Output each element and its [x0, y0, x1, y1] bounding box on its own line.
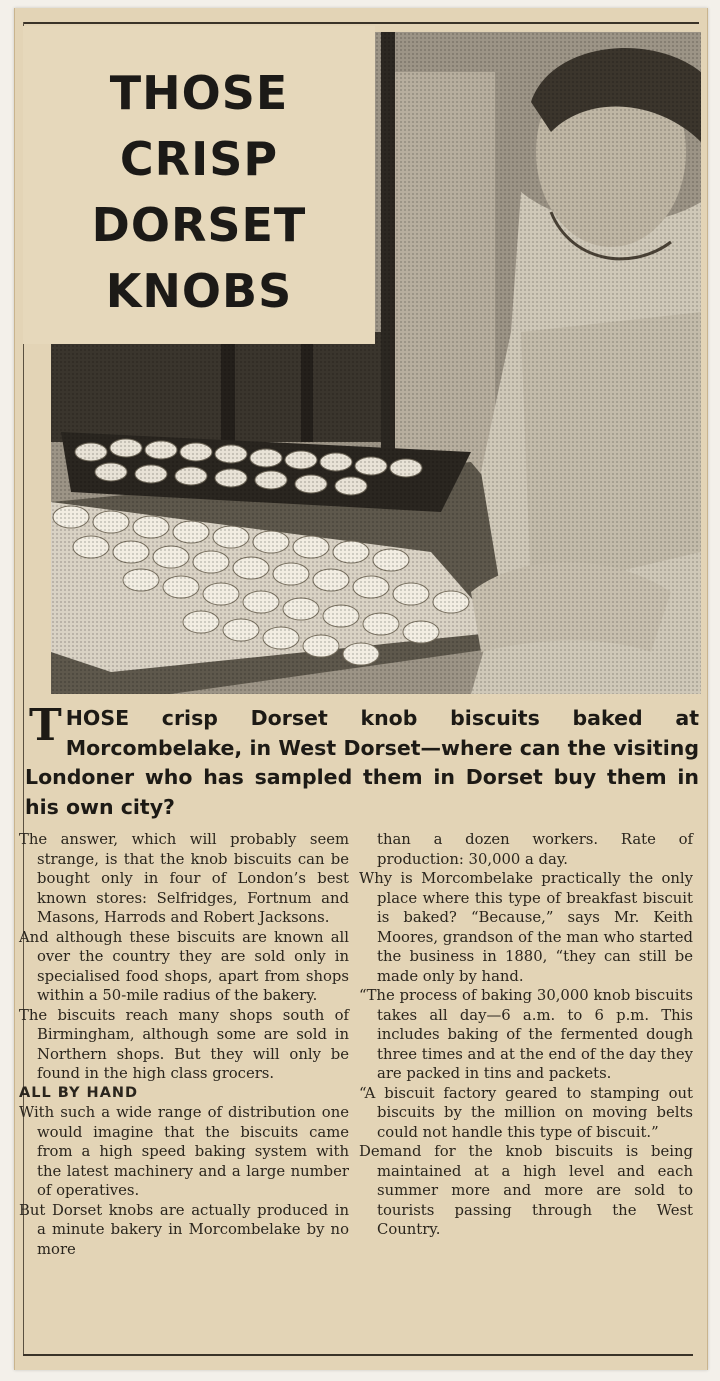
top-rule: [23, 22, 699, 24]
lead-text: HOSE crisp Dorset knob biscuits baked at Morcombelake, in West Dorset—where can the visiting Londoner who has sampled them in Dorset buy them in his own city?: [25, 706, 699, 819]
paragraph: With such a wide range of distribution one would imagine that the biscuits came from a high speed baking system with the latest machinery and a large number of operatives.: [19, 1104, 349, 1199]
paragraph: Demand for the knob biscuits is being maintained at a high level and each summer more and more are sold to tourists passing through the West Country.: [359, 1143, 693, 1238]
lead-paragraph: [25, 700, 699, 822]
paragraph: And although these biscuits are known all over the country they are sold only in specialised food shops, apart from shops within a 50-mile radius of the bakery.: [19, 928, 349, 1004]
bottom-rule: [23, 1354, 693, 1356]
paragraph: “A biscuit factory geared to stamping out biscuits by the million on moving belts could not handle this type of biscuit.”: [359, 1084, 693, 1141]
headline-line: CRISP: [119, 132, 279, 186]
paragraph: Why is Morcombelake practically the only place where this type of breakfast biscuit is baked? “Because,” says Mr. Keith Moores, grandson of the man who started the business in 1880, “they can still be made only by hand.: [359, 870, 693, 985]
headline-box: [23, 26, 375, 344]
subheading: ALL BY HAND: [19, 1084, 139, 1101]
paragraph: But Dorset knobs are actually produced in a minute bakery in Morcombelake by no more: [19, 1201, 349, 1258]
paragraph: The answer, which will probably seem strange, is that the knob biscuits can be bought only in four of London’s best known stores: Selfridges, Fortnum and Masons, Harrods and Robert Jacksons.: [19, 831, 349, 926]
right-column: [359, 830, 693, 1240]
paragraph: The biscuits reach many shops south of Birmingham, although some are sold in Northern shops. But they will only be found in the high class grocers.: [19, 1006, 349, 1082]
paragraph: “The process of baking 30,000 knob biscuits takes all day—6 a.m. to 6 p.m. This includes baking of the fermented dough three times and at the end of the day they are packed in tins and packets.: [359, 987, 693, 1082]
headline-line: KNOBS: [105, 264, 293, 318]
newspaper-clipping: [14, 8, 708, 1370]
left-column: [19, 830, 349, 1259]
headline-line: THOSE: [109, 66, 289, 120]
paragraph: than a dozen workers. Rate of production: 30,000 a day.: [377, 831, 693, 868]
drop-cap: T: [29, 700, 62, 751]
headline: [23, 60, 375, 324]
headline-line: DORSET: [91, 198, 307, 252]
